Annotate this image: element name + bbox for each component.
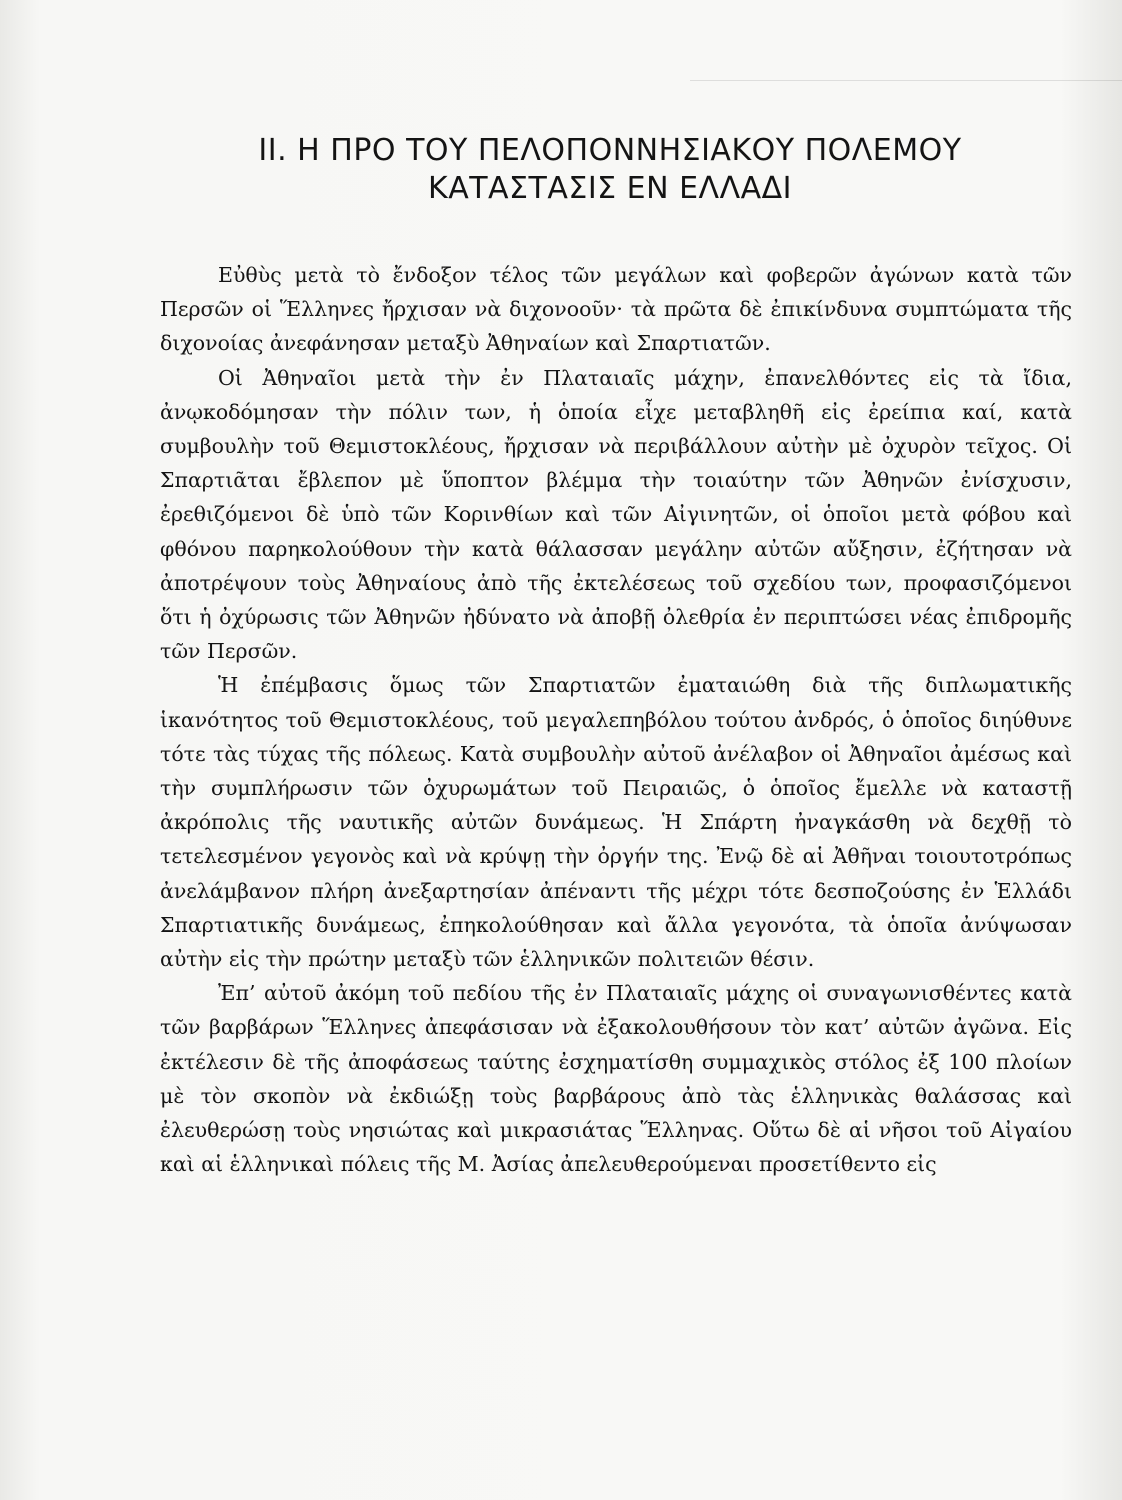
paragraph-4: Ἐπ’ αὐτοῦ ἀκόμη τοῦ πεδίου τῆς ἐν Πλαταιαῖς μάχης οἱ συναγωνισθέντες κατὰ τῶν βαρβάρων Ἕλληνες ἀπεφάσισαν νὰ ἐξακολουθήσουν τὸν κατ’ αὐτῶν ἀγῶνα. Εἰς ἐκτέλεσιν δὲ τῆς ἀποφάσεως ταύτης ἐσχηματίσθη συμμαχικὸς στόλος ἐξ 100 πλοίων μὲ τὸν σκοπὸν νὰ ἐκδιώξῃ τοὺς βαρβάρους ἀπὸ τὰς ἑλληνικὰς θαλάσσας καὶ ἐλευθερώσῃ τοὺς νησιώτας καὶ μικρασιάτας Ἕλληνας. Οὕτω δὲ αἱ νῆσοι τοῦ Αἰγαίου καὶ αἱ ἑλληνικαὶ πόλεις τῆς Μ. Ἀσίας ἀπελευθερούμεναι προσετίθεντο εἰς [160,981,1072,1177]
chapter-heading [150,132,1070,208]
bleed-through-rule [690,80,1122,81]
chapter-heading-line-2: ΚΑΤΑΣΤΑΣΙΣ ΕΝ ΕΛΛΑΔΙ [428,171,792,206]
chapter-heading-line-1: II. Η ΠΡΟ ΤΟΥ ΠΕΛΟΠΟΝΝΗΣΙΑΚΟΥ ΠΟΛΕΜΟΥ [258,133,962,168]
paragraph-2: Οἱ Ἀθηναῖοι μετὰ τὴν ἐν Πλαταιαῖς μάχην, ἐπανελθόντες εἰς τὰ ἴδια, ἀνῳκοδόμησαν τὴν πόλιν των, ἡ ὁποία εἶχε μεταβληθῆ εἰς ἐρείπια καί, κατὰ συμβουλὴν τοῦ Θεμιστοκλέους, ἤρχισαν νὰ περιβάλλουν αὐτὴν μὲ ὀχυρὸν τεῖχος. Οἱ Σπαρτιᾶται ἔβλεπον μὲ ὕποπτον βλέμμα τὴν τοιαύτην τῶν Ἀθηνῶν ἐνίσχυσιν, ἐρεθιζόμενοι δὲ ὑπὸ τῶν Κορινθίων καὶ τῶν Αἰγινητῶν, οἱ ὁποῖοι μετὰ φόβου καὶ φθόνου παρηκολούθουν τὴν κατὰ θάλασσαν μεγάλην αὐτῶν αὔξησιν, ἐζήτησαν νὰ ἀποτρέψουν τοὺς Ἀθηναίους ἀπὸ τῆς ἐκτελέσεως τοῦ σχεδίου των, προφασιζόμενοι ὅτι ἡ ὀχύρωσις τῶν Ἀθηνῶν ἠδύνατο νὰ ἀποβῇ ὀλεθρία ἐν περιπτώσει νέας ἐπιδρομῆς τῶν Περσῶν. [160,365,1072,664]
paragraph-1: Εὐθὺς μετὰ τὸ ἔνδοξον τέλος τῶν μεγάλων καὶ φοβερῶν ἀγώνων κατὰ τῶν Περσῶν οἱ Ἕλληνες ἤρχισαν νὰ διχονοοῦν· τὰ πρῶτα δὲ ἐπικίνδυνα συμπτώματα τῆς διχονοίας ἀνεφάνησαν μεταξὺ Ἀθηναίων καὶ Σπαρτιατῶν. [160,263,1072,356]
body-text [160,258,1072,1181]
paragraph-3: Ἡ ἐπέμβασις ὅμως τῶν Σπαρτιατῶν ἐματαιώθη διὰ τῆς διπλωματικῆς ἱκανότητος τοῦ Θεμιστοκλέους, τοῦ μεγαλεπηβόλου τούτου ἀνδρός, ὁ ὁποῖος διηύθυνε τότε τὰς τύχας τῆς πόλεως. Κατὰ συμβουλὴν αὐτοῦ ἀνέλαβον οἱ Ἀθηναῖοι ἀμέσως καὶ τὴν συμπλήρωσιν τῶν ὀχυρωμάτων τοῦ Πειραιῶς, ὁ ὁποῖος ἔμελλε νὰ καταστῇ ἀκρόπολις τῆς ναυτικῆς αὐτῶν δυνάμεως. Ἡ Σπάρτη ἠναγκάσθη νὰ δεχθῇ τὸ τετελεσμένον γεγονὸς καὶ νὰ κρύψῃ τὴν ὀργήν της. Ἐνῷ δὲ αἱ Ἀθῆναι τοιουτοτρόπως ἀνελάμβανον πλήρη ἀνεξαρτησίαν ἀπέναντι τῆς μέχρι τότε δεσποζούσης ἐν Ἑλλάδι Σπαρτιατικῆς δυνάμεως, ἐπηκολούθησαν καὶ ἄλλα γεγονότα, τὰ ὁποῖα ἀνύψωσαν αὐτὴν εἰς τὴν πρώτην μεταξὺ τῶν ἑλληνικῶν πολιτειῶν θέσιν. [160,673,1072,972]
